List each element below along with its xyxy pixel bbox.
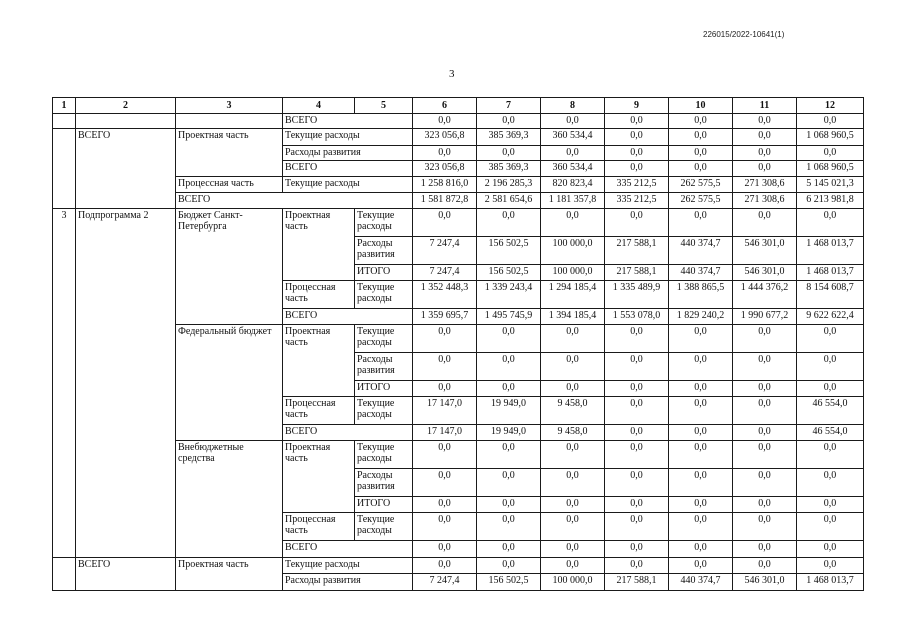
table-row xyxy=(53,558,864,574)
row-label: Текущие расходы xyxy=(283,129,413,146)
value-cell: 0,0 xyxy=(669,114,733,129)
part-label: Проектная часть xyxy=(283,209,355,281)
value-cell: 0,0 xyxy=(669,497,733,513)
value-cell: 546 301,0 xyxy=(733,574,797,591)
row-label: Расходы развития xyxy=(283,574,413,591)
funding-source: Федеральный бюджет xyxy=(176,325,283,441)
value-cell: 385 369,3 xyxy=(477,129,541,146)
value-cell: 0,0 xyxy=(605,129,669,146)
value-cell: 0,0 xyxy=(733,469,797,497)
value-cell: 0,0 xyxy=(797,209,864,237)
row-number: 3 xyxy=(53,209,76,558)
column-header: 12 xyxy=(797,98,864,114)
empty-cell xyxy=(53,114,76,129)
value-cell: 0,0 xyxy=(413,541,477,558)
part-label: Процессная часть xyxy=(283,513,355,541)
value-cell: 0,0 xyxy=(413,353,477,381)
value-cell: 0,0 xyxy=(733,541,797,558)
value-cell: 271 308,6 xyxy=(733,177,797,193)
value-cell: 0,0 xyxy=(541,558,605,574)
value-cell: 0,0 xyxy=(797,114,864,129)
value-cell: 0,0 xyxy=(541,513,605,541)
value-cell: 0,0 xyxy=(669,161,733,177)
value-cell: 0,0 xyxy=(669,558,733,574)
value-cell: 1 468 013,7 xyxy=(797,265,864,281)
value-cell: 0,0 xyxy=(413,209,477,237)
value-cell: 0,0 xyxy=(797,513,864,541)
value-cell: 0,0 xyxy=(541,497,605,513)
value-cell: 0,0 xyxy=(669,469,733,497)
value-cell: 0,0 xyxy=(541,441,605,469)
empty-cell xyxy=(76,114,176,129)
funding-source: Бюджет Санкт-Петербурга xyxy=(176,209,283,325)
row-label: ВСЕГО xyxy=(283,114,413,129)
value-cell: 5 145 021,3 xyxy=(797,177,864,193)
row-label: ВСЕГО xyxy=(283,161,413,177)
value-cell: 1 352 448,3 xyxy=(413,281,477,309)
funding-source: Внебюджетные средства xyxy=(176,441,283,558)
value-cell: 1 339 243,4 xyxy=(477,281,541,309)
row-label: ВСЕГО xyxy=(283,541,413,558)
value-cell: 1 553 078,0 xyxy=(605,309,669,325)
value-cell: 0,0 xyxy=(605,381,669,397)
value-cell: 1 258 816,0 xyxy=(413,177,477,193)
value-cell: 0,0 xyxy=(733,146,797,161)
budget-table xyxy=(52,97,864,591)
value-cell: 9 622 622,4 xyxy=(797,309,864,325)
value-cell: 0,0 xyxy=(605,397,669,425)
value-cell: 1 394 185,4 xyxy=(541,309,605,325)
row-label: Расходы развития xyxy=(355,237,413,265)
value-cell: 546 301,0 xyxy=(733,265,797,281)
value-cell: 0,0 xyxy=(477,469,541,497)
value-cell: 0,0 xyxy=(797,146,864,161)
value-cell: 0,0 xyxy=(733,397,797,425)
value-cell: 100 000,0 xyxy=(541,265,605,281)
value-cell: 1 068 960,5 xyxy=(797,161,864,177)
value-cell: 360 534,4 xyxy=(541,161,605,177)
value-cell: 7 247,4 xyxy=(413,574,477,591)
value-cell: 0,0 xyxy=(605,114,669,129)
value-cell: 0,0 xyxy=(733,513,797,541)
row-label: ИТОГО xyxy=(355,497,413,513)
value-cell: 7 247,4 xyxy=(413,237,477,265)
table-row xyxy=(53,114,864,129)
value-cell: 0,0 xyxy=(669,441,733,469)
value-cell: 0,0 xyxy=(733,558,797,574)
value-cell: 0,0 xyxy=(605,558,669,574)
value-cell: 0,0 xyxy=(669,425,733,441)
column-header: 6 xyxy=(413,98,477,114)
value-cell: 7 247,4 xyxy=(413,265,477,281)
value-cell: 0,0 xyxy=(477,353,541,381)
value-cell: 0,0 xyxy=(413,146,477,161)
value-cell: 0,0 xyxy=(605,497,669,513)
row-label: Расходы развития xyxy=(283,146,413,161)
value-cell: 9 458,0 xyxy=(541,397,605,425)
value-cell: 0,0 xyxy=(605,541,669,558)
value-cell: 0,0 xyxy=(413,325,477,353)
value-cell: 0,0 xyxy=(605,353,669,381)
part-label: Проектная часть xyxy=(283,441,355,513)
row-label: Расходы развития xyxy=(355,469,413,497)
value-cell: 2 196 285,3 xyxy=(477,177,541,193)
value-cell: 323 056,8 xyxy=(413,161,477,177)
value-cell: 0,0 xyxy=(541,209,605,237)
value-cell: 0,0 xyxy=(477,114,541,129)
value-cell: 0,0 xyxy=(477,441,541,469)
value-cell: 217 588,1 xyxy=(605,265,669,281)
block-title: ВСЕГО xyxy=(76,129,176,209)
value-cell: 323 056,8 xyxy=(413,129,477,146)
value-cell: 17 147,0 xyxy=(413,397,477,425)
value-cell: 0,0 xyxy=(477,381,541,397)
value-cell: 335 212,5 xyxy=(605,177,669,193)
part-label: Процессная часть xyxy=(176,177,283,193)
empty-cell xyxy=(53,558,76,591)
value-cell: 0,0 xyxy=(669,146,733,161)
value-cell: 0,0 xyxy=(797,469,864,497)
part-label: Проектная часть xyxy=(176,129,283,177)
value-cell: 0,0 xyxy=(733,353,797,381)
value-cell: 0,0 xyxy=(733,161,797,177)
value-cell: 262 575,5 xyxy=(669,193,733,209)
row-label: Текущие расходы xyxy=(355,441,413,469)
column-header: 8 xyxy=(541,98,605,114)
value-cell: 1 294 185,4 xyxy=(541,281,605,309)
value-cell: 2 581 654,6 xyxy=(477,193,541,209)
column-header: 5 xyxy=(355,98,413,114)
value-cell: 546 301,0 xyxy=(733,237,797,265)
value-cell: 0,0 xyxy=(797,325,864,353)
value-cell: 0,0 xyxy=(413,469,477,497)
value-cell: 9 458,0 xyxy=(541,425,605,441)
column-header: 7 xyxy=(477,98,541,114)
part-label: Проектная часть xyxy=(176,558,283,591)
value-cell: 0,0 xyxy=(733,497,797,513)
row-label: Текущие расходы xyxy=(355,209,413,237)
row-label: ВСЕГО xyxy=(176,193,413,209)
value-cell: 0,0 xyxy=(605,469,669,497)
value-cell: 46 554,0 xyxy=(797,425,864,441)
row-label: Текущие расходы xyxy=(355,397,413,425)
value-cell: 0,0 xyxy=(669,325,733,353)
value-cell: 0,0 xyxy=(605,325,669,353)
value-cell: 360 534,4 xyxy=(541,129,605,146)
value-cell: 0,0 xyxy=(605,209,669,237)
value-cell: 0,0 xyxy=(797,497,864,513)
value-cell: 0,0 xyxy=(413,497,477,513)
part-label: Проектная часть xyxy=(283,325,355,397)
value-cell: 440 374,7 xyxy=(669,574,733,591)
document-id: 226015/2022-10641(1) xyxy=(703,30,785,39)
row-label: ИТОГО xyxy=(355,265,413,281)
value-cell: 156 502,5 xyxy=(477,574,541,591)
value-cell: 0,0 xyxy=(413,441,477,469)
value-cell: 1 359 695,7 xyxy=(413,309,477,325)
value-cell: 0,0 xyxy=(413,114,477,129)
value-cell: 6 213 981,8 xyxy=(797,193,864,209)
value-cell: 1 468 013,7 xyxy=(797,574,864,591)
value-cell: 0,0 xyxy=(541,114,605,129)
row-label: ИТОГО xyxy=(355,381,413,397)
value-cell: 1 495 745,9 xyxy=(477,309,541,325)
value-cell: 0,0 xyxy=(477,146,541,161)
value-cell: 0,0 xyxy=(605,146,669,161)
value-cell: 0,0 xyxy=(477,325,541,353)
value-cell: 440 374,7 xyxy=(669,265,733,281)
value-cell: 0,0 xyxy=(477,497,541,513)
value-cell: 19 949,0 xyxy=(477,397,541,425)
value-cell: 0,0 xyxy=(413,513,477,541)
value-cell: 217 588,1 xyxy=(605,574,669,591)
value-cell: 0,0 xyxy=(733,129,797,146)
value-cell: 19 949,0 xyxy=(477,425,541,441)
column-header: 1 xyxy=(53,98,76,114)
value-cell: 0,0 xyxy=(797,558,864,574)
value-cell: 0,0 xyxy=(797,381,864,397)
value-cell: 100 000,0 xyxy=(541,237,605,265)
value-cell: 0,0 xyxy=(669,513,733,541)
value-cell: 271 308,6 xyxy=(733,193,797,209)
row-label: Текущие расходы xyxy=(283,558,413,574)
value-cell: 0,0 xyxy=(669,381,733,397)
value-cell: 820 823,4 xyxy=(541,177,605,193)
row-label: Текущие расходы xyxy=(355,281,413,309)
row-label: Текущие расходы xyxy=(355,513,413,541)
value-cell: 0,0 xyxy=(605,441,669,469)
value-cell: 0,0 xyxy=(541,325,605,353)
value-cell: 100 000,0 xyxy=(541,574,605,591)
value-cell: 17 147,0 xyxy=(413,425,477,441)
value-cell: 0,0 xyxy=(797,353,864,381)
value-cell: 0,0 xyxy=(669,129,733,146)
value-cell: 1 581 872,8 xyxy=(413,193,477,209)
page-number: 3 xyxy=(449,68,455,80)
value-cell: 46 554,0 xyxy=(797,397,864,425)
value-cell: 0,0 xyxy=(669,397,733,425)
column-header: 3 xyxy=(176,98,283,114)
value-cell: 8 154 608,7 xyxy=(797,281,864,309)
value-cell: 385 369,3 xyxy=(477,161,541,177)
block-title: ВСЕГО xyxy=(76,558,176,591)
column-header: 11 xyxy=(733,98,797,114)
value-cell: 1 990 677,2 xyxy=(733,309,797,325)
value-cell: 1 829 240,2 xyxy=(669,309,733,325)
column-header: 4 xyxy=(283,98,355,114)
value-cell: 0,0 xyxy=(733,381,797,397)
empty-cell xyxy=(53,129,76,209)
value-cell: 0,0 xyxy=(669,209,733,237)
value-cell: 1 468 013,7 xyxy=(797,237,864,265)
value-cell: 0,0 xyxy=(413,381,477,397)
value-cell: 0,0 xyxy=(477,558,541,574)
value-cell: 0,0 xyxy=(733,441,797,469)
value-cell: 262 575,5 xyxy=(669,177,733,193)
row-label: Текущие расходы xyxy=(283,177,413,193)
empty-cell xyxy=(176,114,283,129)
value-cell: 0,0 xyxy=(605,161,669,177)
part-label: Процессная часть xyxy=(283,397,355,425)
value-cell: 0,0 xyxy=(605,513,669,541)
value-cell: 1 181 357,8 xyxy=(541,193,605,209)
value-cell: 1 335 489,9 xyxy=(605,281,669,309)
value-cell: 0,0 xyxy=(477,541,541,558)
value-cell: 0,0 xyxy=(797,541,864,558)
value-cell: 1 068 960,5 xyxy=(797,129,864,146)
value-cell: 0,0 xyxy=(669,353,733,381)
value-cell: 1 444 376,2 xyxy=(733,281,797,309)
table-row xyxy=(53,209,864,237)
value-cell: 0,0 xyxy=(541,469,605,497)
value-cell: 0,0 xyxy=(733,209,797,237)
value-cell: 0,0 xyxy=(797,441,864,469)
value-cell: 156 502,5 xyxy=(477,237,541,265)
row-label: ВСЕГО xyxy=(283,309,413,325)
value-cell: 0,0 xyxy=(733,325,797,353)
value-cell: 0,0 xyxy=(413,558,477,574)
part-label: Процессная часть xyxy=(283,281,355,309)
column-header: 9 xyxy=(605,98,669,114)
value-cell: 0,0 xyxy=(733,114,797,129)
table-row xyxy=(53,129,864,146)
value-cell: 0,0 xyxy=(541,541,605,558)
value-cell: 335 212,5 xyxy=(605,193,669,209)
row-label: ВСЕГО xyxy=(283,425,413,441)
header-row xyxy=(53,98,864,114)
value-cell: 440 374,7 xyxy=(669,237,733,265)
row-label: Текущие расходы xyxy=(355,325,413,353)
value-cell: 0,0 xyxy=(605,425,669,441)
value-cell: 217 588,1 xyxy=(605,237,669,265)
value-cell: 0,0 xyxy=(541,146,605,161)
value-cell: 0,0 xyxy=(477,513,541,541)
value-cell: 1 388 865,5 xyxy=(669,281,733,309)
value-cell: 0,0 xyxy=(541,381,605,397)
row-label: Расходы развития xyxy=(355,353,413,381)
value-cell: 0,0 xyxy=(541,353,605,381)
subprogram-name: Подпрограмма 2 xyxy=(76,209,176,558)
value-cell: 0,0 xyxy=(669,541,733,558)
column-header: 10 xyxy=(669,98,733,114)
value-cell: 0,0 xyxy=(477,209,541,237)
column-header: 2 xyxy=(76,98,176,114)
value-cell: 156 502,5 xyxy=(477,265,541,281)
value-cell: 0,0 xyxy=(733,425,797,441)
